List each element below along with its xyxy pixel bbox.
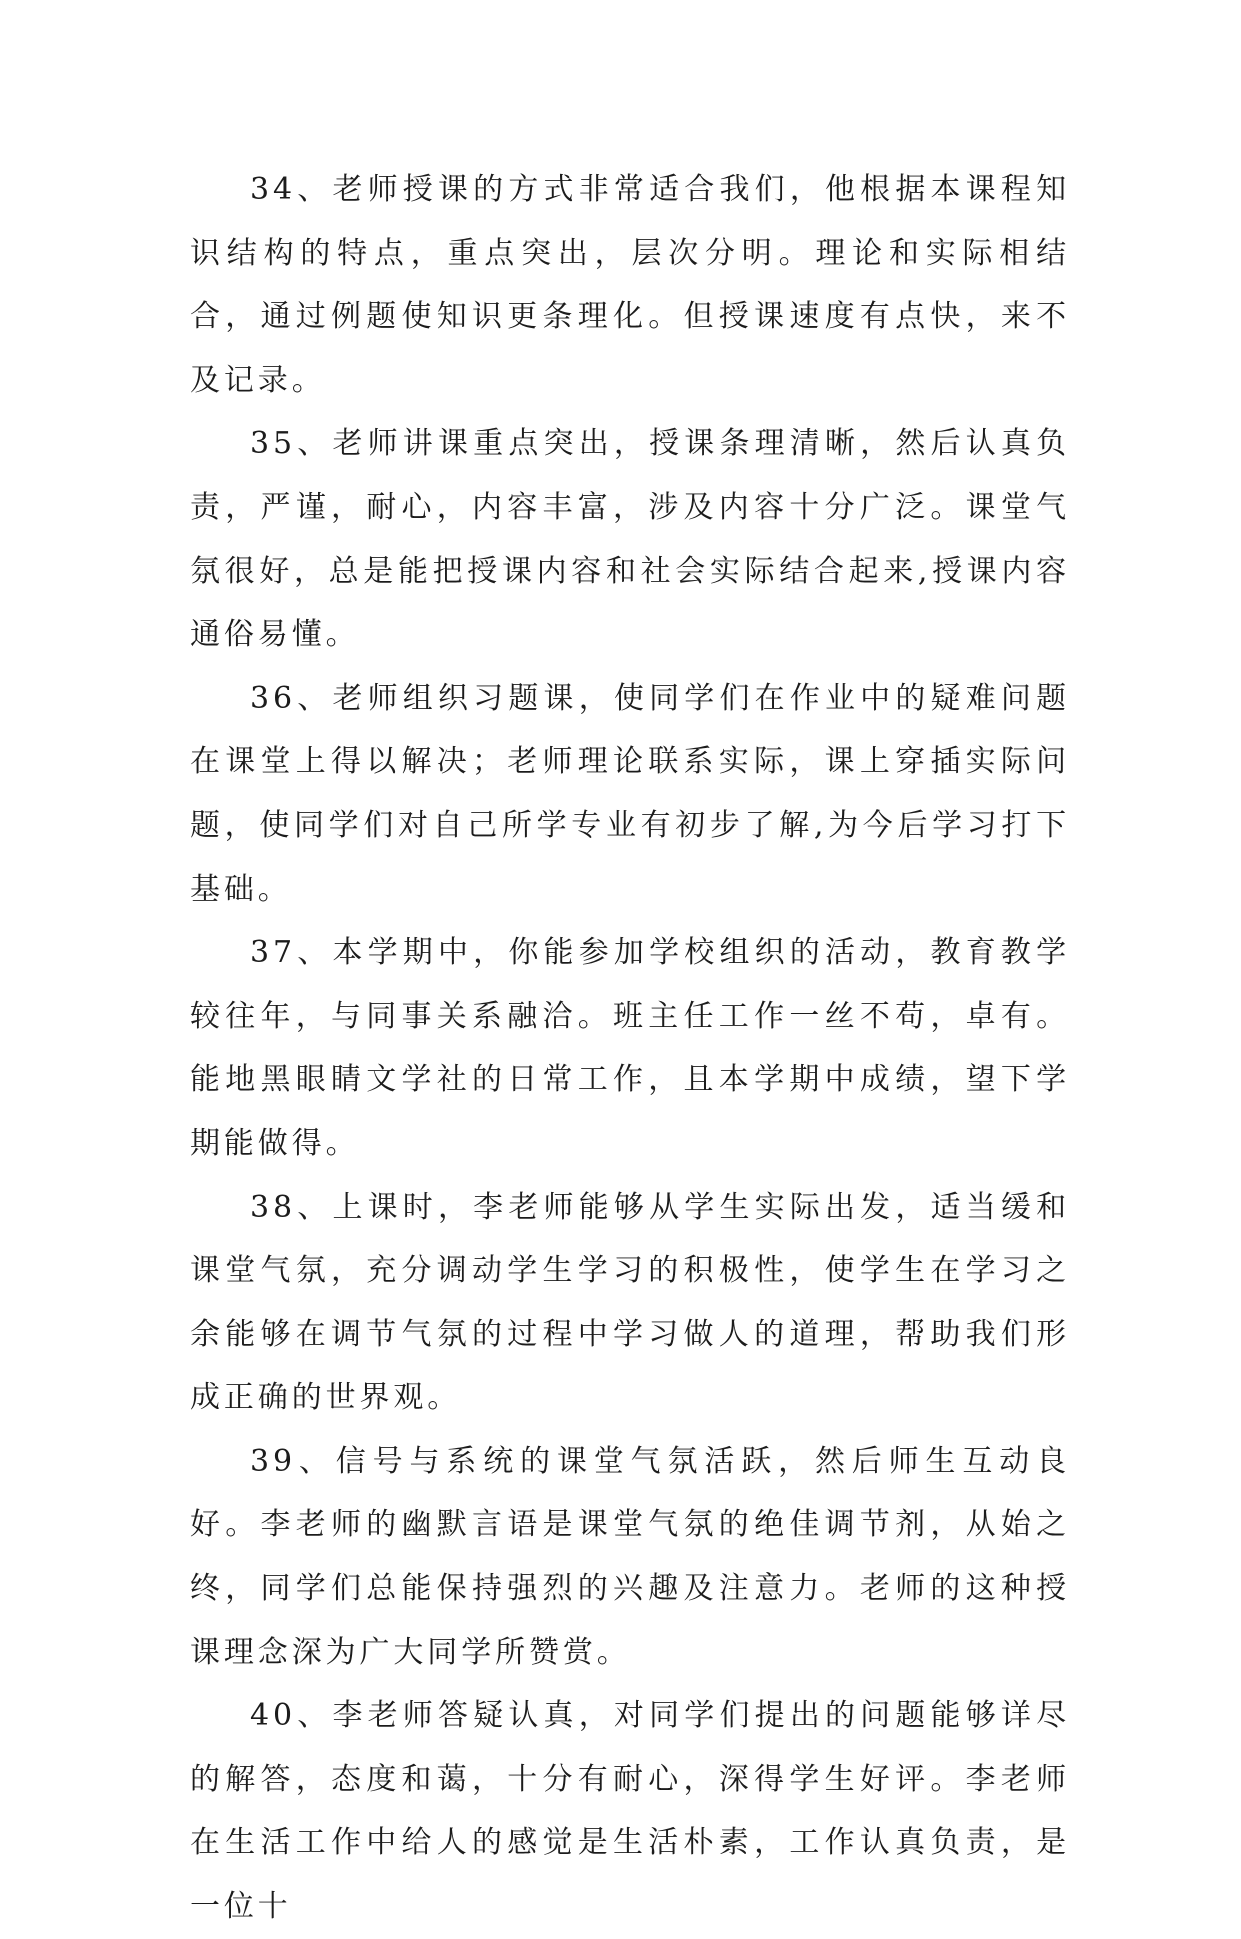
document-body [190,158,1070,1939]
paragraph-37: 37、本学期中，你能参加学校组织的活动，教育教学较往年，与同事关系融洽。班主任工作一丝不苟，卓有。能地黑眼睛文学社的日常工作，且本学期中成绩，望下学期能做得。 [190,935,1070,1161]
paragraph-34: 34、老师授课的方式非常适合我们，他根据本课程知识结构的特点，重点突出，层次分明。理论和实际相结合，通过例题使知识更条理化。但授课速度有点快，来不及记录。 [190,172,1070,398]
paragraph-40: 40、李老师答疑认真，对同学们提出的问题能够详尽的解答，态度和蔼，十分有耐心，深得学生好评。李老师在生活工作中给人的感觉是生活朴素，工作认真负责，是一位十 [190,1698,1070,1925]
paragraph-39: 39、信号与系统的课堂气氛活跃，然后师生互动良好。李老师的幽默言语是课堂气氛的绝佳调节剂，从始之终，同学们总能保持强烈的兴趣及注意力。老师的这种授课理念深为广大同学所赞赏。 [190,1443,1070,1670]
paragraph-35: 35、老师讲课重点突出，授课条理清晰，然后认真负责，严谨，耐心，内容丰富，涉及内容十分广泛。课堂气氛很好，总是能把授课内容和社会实际结合起来,授课内容通俗易懂。 [190,426,1070,653]
paragraph-38: 38、上课时，李老师能够从学生实际出发，适当缓和课堂气氛，充分调动学生学习的积极性，使学生在学习之余能够在调节气氛的过程中学习做人的道理，帮助我们形成正确的世界观。 [190,1189,1070,1416]
paragraph-36: 36、老师组织习题课，使同学们在作业中的疑难问题在课堂上得以解决；老师理论联系实际，课上穿插实际问题，使同学们对自己所学专业有初步了解,为今后学习打下基础。 [190,680,1070,907]
